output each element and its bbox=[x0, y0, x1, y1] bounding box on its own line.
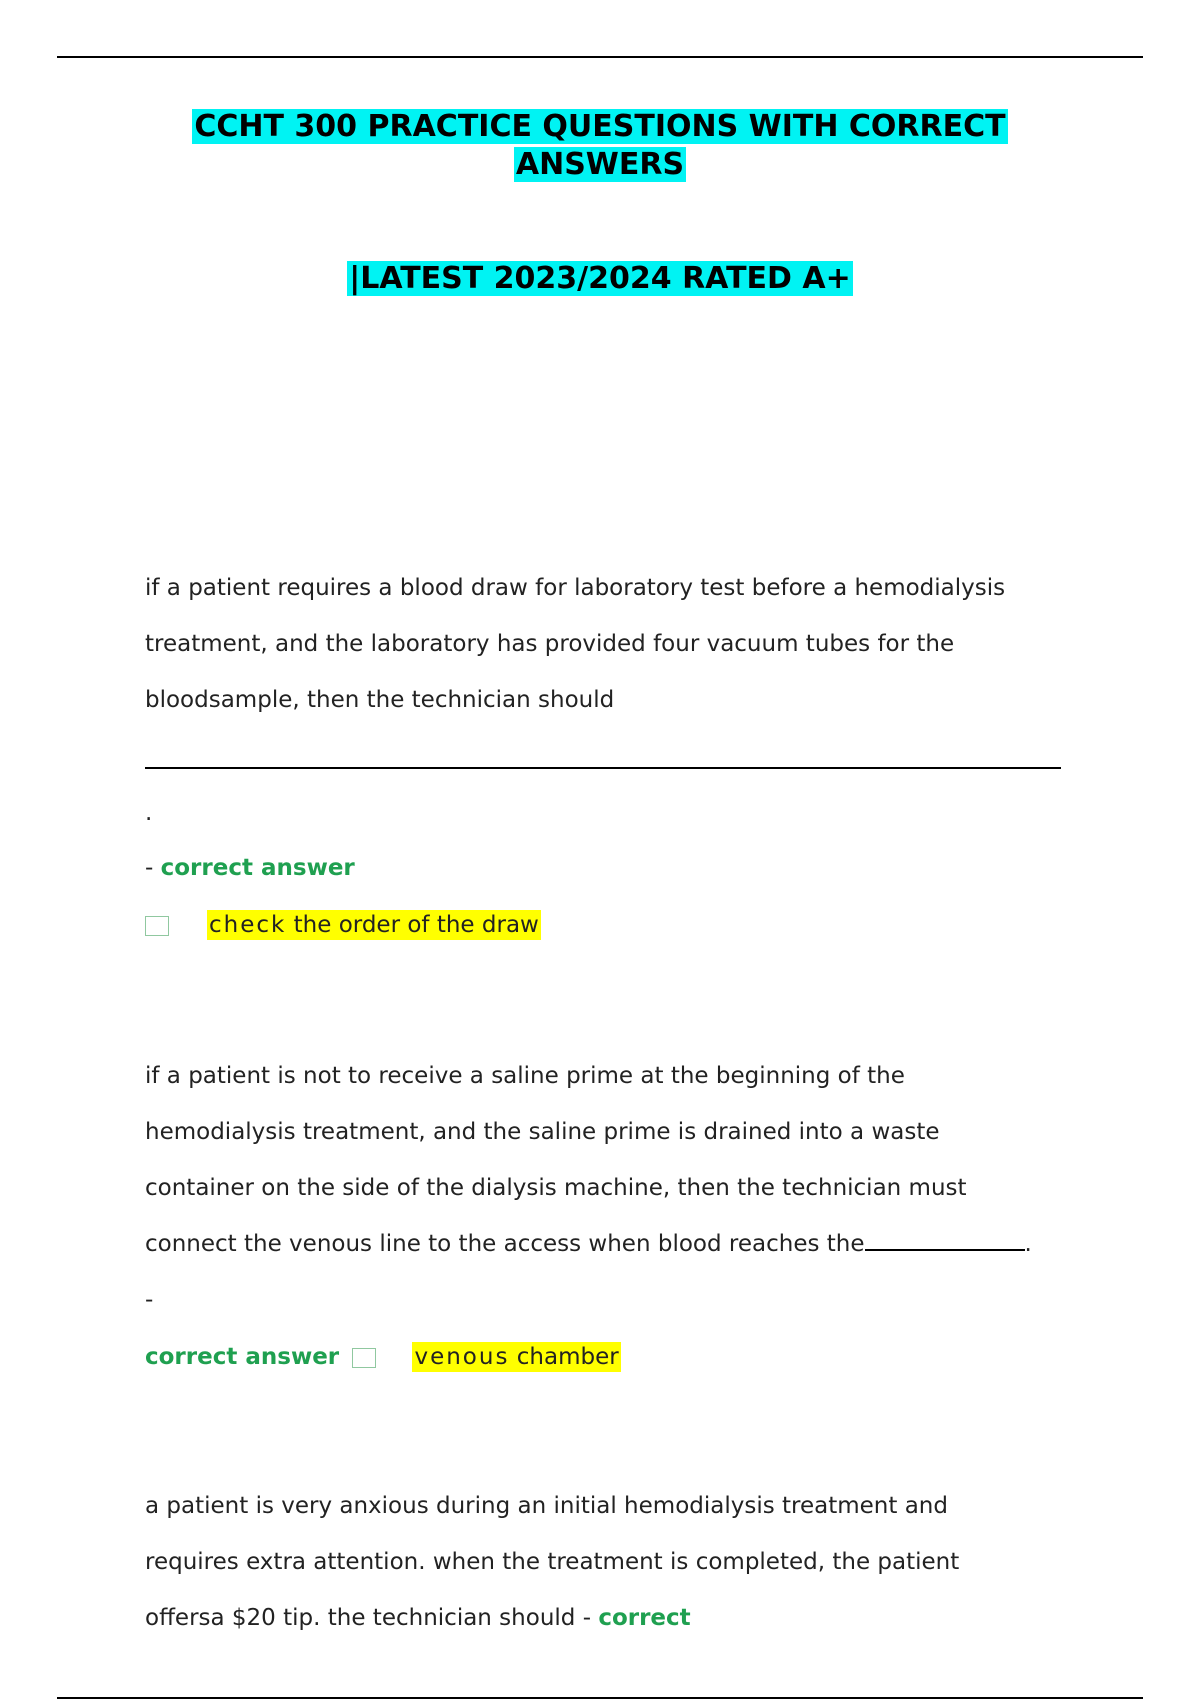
correct-answer-label: correct answer bbox=[145, 1344, 340, 1370]
question-3-last-line bbox=[145, 1590, 1085, 1646]
question-2-line: connect the venous line to the access when blood reaches the bbox=[145, 1231, 865, 1257]
correct-answer-label: correct answer bbox=[160, 855, 355, 881]
question-2-line: if a patient is not to receive a saline prime at the beginning of the bbox=[145, 1063, 905, 1089]
question-1-line: treatment, and the laboratory has provided four vacuum tubes for the bbox=[145, 631, 955, 657]
question-2-line: container on the side of the dialysis machine, then the technician must bbox=[145, 1175, 967, 1201]
correct-answer-label: correct bbox=[598, 1605, 691, 1631]
question-2-last-line bbox=[145, 1216, 1085, 1272]
title-line-1: CCHT 300 PRACTICE QUESTIONS WITH CORRECT bbox=[194, 109, 1006, 144]
answer-word: venous bbox=[414, 1344, 510, 1370]
answer-blank-rule bbox=[145, 767, 1061, 769]
title-line-3: |LATEST 2023/2024 RATED A+ bbox=[349, 261, 851, 296]
dash: - bbox=[145, 1287, 154, 1313]
answer-blank bbox=[865, 1229, 1025, 1251]
answer-highlight bbox=[412, 1342, 620, 1372]
question-2-line: hemodialysis treatment, and the saline prime is drained into a waste bbox=[145, 1119, 940, 1145]
document-subtitle bbox=[0, 260, 1200, 298]
question-1-answer-row bbox=[145, 912, 541, 938]
document-title bbox=[0, 108, 1200, 184]
question-3-line: requires extra attention. when the treatment is completed, the patient bbox=[145, 1549, 960, 1575]
question-1-answer-label-row bbox=[145, 855, 355, 881]
question-1 bbox=[145, 560, 1085, 728]
title-line-2: ANSWERS bbox=[515, 147, 685, 182]
period: . bbox=[1024, 1231, 1032, 1257]
answer-word: check bbox=[209, 912, 287, 938]
answer-text: chamber bbox=[509, 1344, 619, 1370]
question-3 bbox=[145, 1478, 1085, 1646]
answer-highlight bbox=[207, 910, 541, 940]
checkbox-icon bbox=[352, 1348, 376, 1368]
answer-text: the order of the draw bbox=[286, 912, 539, 938]
bottom-rule bbox=[57, 1697, 1143, 1699]
question-2 bbox=[145, 1048, 1085, 1328]
question-3-line: offersa $20 tip. the technician should - bbox=[145, 1605, 599, 1631]
question-1-line: if a patient requires a blood draw for laboratory test before a hemodialysis bbox=[145, 575, 1006, 601]
checkbox-icon bbox=[145, 916, 169, 936]
question-3-line: a patient is very anxious during an initial hemodialysis treatment and bbox=[145, 1493, 948, 1519]
question-1-dot: . bbox=[145, 800, 153, 826]
question-2-answer-row bbox=[145, 1344, 621, 1370]
top-rule bbox=[57, 56, 1143, 58]
dash: - bbox=[145, 855, 161, 881]
question-1-line: bloodsample, then the technician should bbox=[145, 687, 615, 713]
